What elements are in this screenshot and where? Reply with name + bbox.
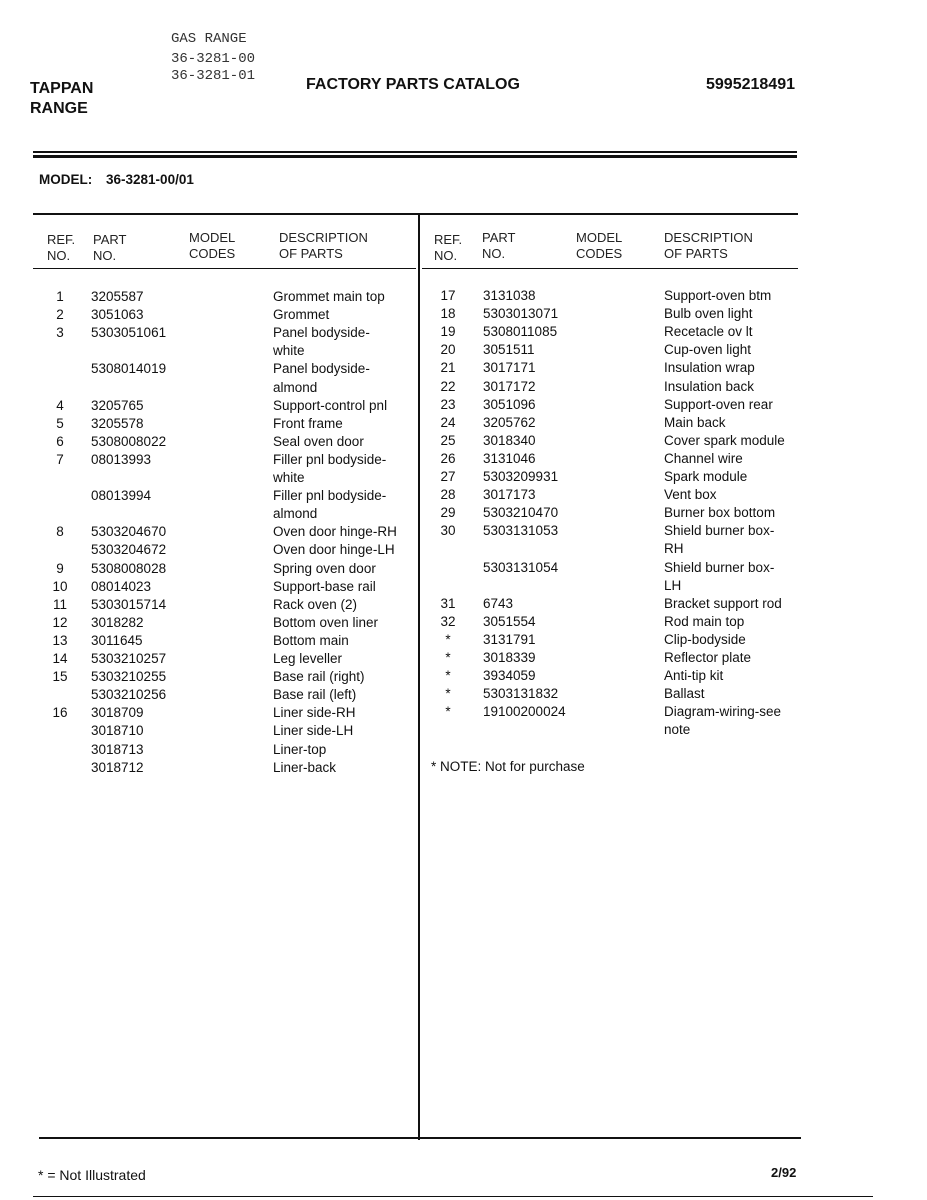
col-ref-right: REF. NO. <box>434 232 463 263</box>
left-part-no: 08013993 <box>91 451 152 467</box>
catalog-number: 5995218491 <box>706 76 795 93</box>
right-ref-no: * <box>445 704 451 720</box>
right-part-no: 5303013071 <box>483 306 559 322</box>
right-description: Burner box bottom <box>664 505 776 521</box>
right-part-no: 5303131832 <box>483 686 559 702</box>
left-ref-no: 15 <box>52 669 68 685</box>
left-description: Liner-back <box>273 759 337 775</box>
left-ref-no: 13 <box>52 632 68 648</box>
left-part-no: 08014023 <box>91 578 152 594</box>
right-ref-no: * <box>445 686 451 702</box>
left-part-no: 3011645 <box>91 632 143 648</box>
bottom-rule <box>33 1196 873 1197</box>
left-description: Grommet <box>273 307 330 323</box>
header-rule-2 <box>33 155 797 158</box>
right-part-no: 3934059 <box>483 668 536 684</box>
right-ref-no: 18 <box>440 306 456 322</box>
left-ref-no: 10 <box>52 578 68 594</box>
brand-line-2: RANGE <box>30 100 88 117</box>
left-part-no: 5303204672 <box>91 542 167 558</box>
right-description: Recetacle ov lt <box>664 324 753 340</box>
col-desc-left: DESCRIPTION OF PARTS <box>279 230 368 261</box>
right-ref-no: 17 <box>440 288 456 303</box>
left-description: Liner-top <box>273 741 327 757</box>
model-value: 36-3281-00/01 <box>106 172 194 187</box>
right-description: Reflector plate <box>664 650 752 665</box>
left-description: Filler pnl bodyside- <box>273 488 387 504</box>
product-line-1: GAS RANGE <box>171 31 247 47</box>
right-description: Cup-oven light <box>664 342 752 358</box>
left-part-no: 5303015714 <box>91 596 167 612</box>
right-description: Support-oven btm <box>664 288 772 303</box>
right-description: Rod main top <box>664 613 745 629</box>
right-ref-no: 20 <box>440 342 456 358</box>
left-part-no: 08013994 <box>91 488 152 504</box>
right-description: Clip-bodyside <box>664 631 746 647</box>
left-ref-no: 12 <box>52 614 68 630</box>
left-ref-no: 4 <box>56 397 64 413</box>
model-line <box>39 172 194 187</box>
product-line-2: 36-3281-00 <box>171 51 256 67</box>
left-part-no: 5303051061 <box>91 325 167 341</box>
model-label: MODEL: <box>39 172 93 187</box>
right-ref-no: 23 <box>440 396 456 412</box>
right-ref-no: 31 <box>440 595 456 611</box>
right-ref-no: 28 <box>440 487 456 503</box>
right-part-no: 3017173 <box>483 487 536 503</box>
table-top-rule <box>33 213 798 215</box>
right-ref-no: 27 <box>440 469 456 484</box>
right-part-no: 3051511 <box>483 342 535 358</box>
right-part-no: 3018340 <box>483 432 536 448</box>
left-description: Base rail (right) <box>273 669 365 685</box>
header-rule-1 <box>33 151 797 153</box>
column-divider <box>418 213 420 1140</box>
left-part-no: 5308008022 <box>91 433 167 449</box>
left-part-no: 3018282 <box>91 614 144 630</box>
left-ref-no: 14 <box>52 651 68 666</box>
left-part-no: 5303210256 <box>91 687 167 703</box>
left-description: Bottom main <box>273 632 349 648</box>
left-part-no: 3205587 <box>91 289 144 304</box>
right-part-no: 3018339 <box>483 650 536 665</box>
left-ref-no: 2 <box>56 307 64 323</box>
right-ref-no: 29 <box>440 505 456 521</box>
left-description: white <box>273 470 305 485</box>
left-ref-no: 8 <box>56 524 64 540</box>
left-part-no: 3018713 <box>91 741 144 757</box>
left-description: Support-control pnl <box>273 397 388 413</box>
right-part-no: 3017172 <box>483 378 536 394</box>
left-description: Rack oven (2) <box>273 596 358 612</box>
left-description: Base rail (left) <box>273 687 357 703</box>
left-part-no: 3018709 <box>91 705 144 721</box>
left-description: Support-base rail <box>273 578 376 594</box>
left-part-no: 3205578 <box>91 415 144 431</box>
left-ref-no: 7 <box>56 451 64 467</box>
col-model-right: MODEL CODES <box>576 230 623 261</box>
right-description: Spark module <box>664 469 748 484</box>
right-description: Insulation back <box>664 378 755 394</box>
right-part-no: 5303209931 <box>483 469 559 484</box>
left-description: Panel bodyside- <box>273 325 370 341</box>
right-ref-no: 26 <box>440 450 456 466</box>
right-ref-no: * <box>445 668 451 684</box>
left-ref-no: 6 <box>56 433 64 449</box>
right-description: Support-oven rear <box>664 396 773 412</box>
left-description: Liner side-LH <box>273 723 354 739</box>
col-ref-left: REF. NO. <box>47 232 76 263</box>
right-part-no: 5303131054 <box>483 559 559 575</box>
left-description: Front frame <box>273 415 343 431</box>
right-description: note <box>664 722 691 738</box>
catalog-title: FACTORY PARTS CATALOG <box>306 76 520 93</box>
left-part-no: 3018710 <box>91 723 144 739</box>
right-ref-no: * <box>445 631 451 647</box>
right-part-no: 3051554 <box>483 613 536 629</box>
left-description: white <box>273 343 305 359</box>
left-description: almond <box>273 506 318 522</box>
right-part-no: 5303210470 <box>483 505 559 521</box>
right-description: Cover spark module <box>664 432 785 448</box>
left-description: Spring oven door <box>273 560 376 576</box>
right-ref-no: 24 <box>440 414 456 430</box>
right-part-no: 3017171 <box>483 360 536 376</box>
left-ref-no: 11 <box>52 596 67 612</box>
footer-date: 2/92 <box>771 1165 797 1180</box>
left-header-rule <box>33 268 416 269</box>
left-part-no: 3018712 <box>91 759 144 775</box>
right-part-no: 3131791 <box>483 631 536 647</box>
right-description: Main back <box>664 414 726 430</box>
right-part-no: 3131038 <box>483 288 536 303</box>
left-part-no: 3205765 <box>91 397 144 413</box>
left-part-no: 5303210257 <box>91 651 167 666</box>
right-ref-no: * <box>445 650 451 665</box>
col-part-left: PART NO. <box>93 232 127 263</box>
left-ref-no: 5 <box>56 415 64 431</box>
right-description: LH <box>664 577 682 593</box>
right-ref-no: 19 <box>440 324 456 340</box>
right-ref-no: 25 <box>440 432 456 448</box>
right-description: Shield burner box- <box>664 523 775 539</box>
right-ref-no: 21 <box>440 360 456 376</box>
left-description: Oven door hinge-LH <box>273 542 395 558</box>
right-ref-no: 32 <box>440 613 456 629</box>
left-description: Panel bodyside- <box>273 361 370 377</box>
left-ref-no: 9 <box>56 560 64 576</box>
right-description: Ballast <box>664 686 705 702</box>
brand-line-1: TAPPAN <box>30 80 94 97</box>
right-description: Diagram-wiring-see <box>664 704 782 720</box>
right-part-no: 5308011085 <box>483 324 558 340</box>
left-description: Leg leveller <box>273 651 343 666</box>
right-description: Vent box <box>664 487 717 503</box>
right-part-no: 6743 <box>483 595 514 611</box>
left-description: Grommet main top <box>273 289 385 304</box>
left-description: Filler pnl bodyside- <box>273 451 387 467</box>
left-ref-no: 3 <box>56 325 64 341</box>
left-description: Liner side-RH <box>273 705 356 721</box>
col-desc-right: DESCRIPTION OF PARTS <box>664 230 753 261</box>
left-description: Bottom oven liner <box>273 614 379 630</box>
left-part-no: 5303210255 <box>91 669 167 685</box>
left-description: Oven door hinge-RH <box>273 524 397 540</box>
left-part-no: 5303204670 <box>91 524 167 540</box>
col-model-left: MODEL CODES <box>189 230 236 261</box>
right-part-no: 19100200024 <box>483 704 566 720</box>
right-description: Bulb oven light <box>664 306 753 322</box>
product-line-3: 36-3281-01 <box>171 68 256 84</box>
col-part-right: PART NO. <box>482 230 516 261</box>
right-part-no: 3051096 <box>483 396 536 412</box>
right-description: Anti-tip kit <box>664 668 724 684</box>
right-ref-no: 22 <box>440 378 456 394</box>
left-description: almond <box>273 379 318 395</box>
brand-name <box>30 79 93 119</box>
right-part-no: 3131046 <box>483 450 536 466</box>
right-description: Bracket support rod <box>664 595 782 611</box>
left-ref-no: 16 <box>52 705 68 721</box>
purchase-note: * NOTE: Not for purchase <box>431 759 585 774</box>
left-part-no: 3051063 <box>91 307 144 323</box>
footer-rule <box>39 1137 801 1139</box>
footer-legend: * = Not Illustrated <box>38 1167 146 1183</box>
right-description: RH <box>664 541 684 557</box>
right-part-no: 5303131053 <box>483 523 559 539</box>
right-description: Channel wire <box>664 450 743 466</box>
right-part-no: 3205762 <box>483 414 536 430</box>
left-part-no: 5308008028 <box>91 560 167 576</box>
left-ref-no: 1 <box>56 289 64 304</box>
left-description: Seal oven door <box>273 433 364 449</box>
right-header-rule <box>422 268 798 269</box>
right-description: Shield burner box- <box>664 559 775 575</box>
left-part-no: 5308014019 <box>91 361 167 377</box>
right-ref-no: 30 <box>440 523 456 539</box>
right-description: Insulation wrap <box>664 360 755 376</box>
